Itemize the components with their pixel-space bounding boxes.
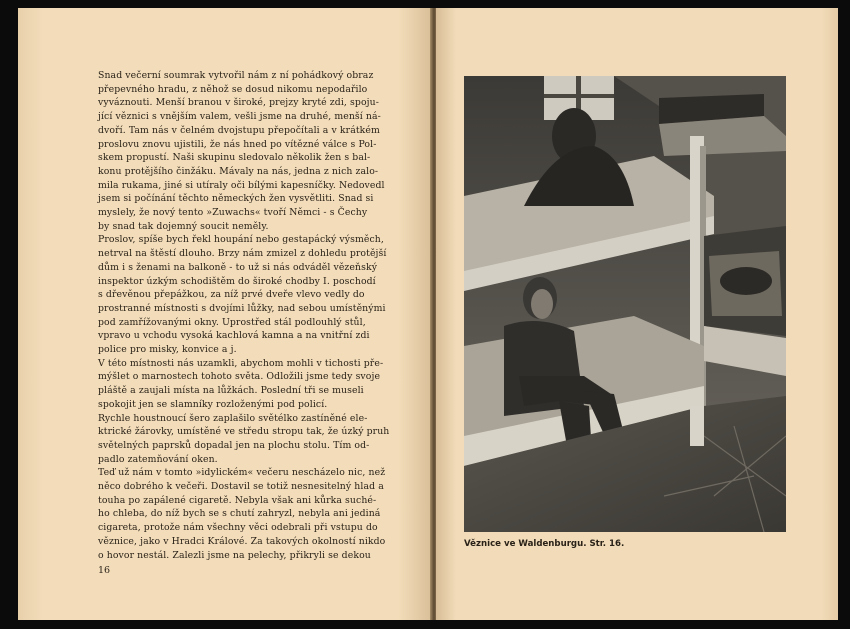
text-line: pod zamřížovanými okny. Uprostřed stál podlouhlý stůl, [98,316,366,328]
text-line: ktrické žárovky, umístěné ve středu stropu tak, že úzký pruh [98,426,390,438]
text-line: věznice, jako v Hradci Králové. Za takových okolností nikdo [98,535,386,547]
text-line: prostranné místnosti s dvojími lůžky, nad sebou umístěnými [98,302,386,314]
text-line: by snad tak dojemný soucit neměly. [98,220,269,232]
text-line: Rychle houstnoucí šero zaplašilo světélko zastíněné ele- [98,412,368,424]
text-line: padlo zatemňování oken. [98,453,218,465]
text-line: skem propustí. Naši skupinu sledovalo několik žen s bal- [98,152,371,164]
text-line: dům i s ženami na balkoně - to už si nás odváděl vězeňský [98,261,378,273]
text-line: konu protějšího činžáku. Mávaly na nás, jedna z nich zalo- [98,165,379,177]
text-line: cigareta, protože nám všechny věci odebrali při vstupu do [98,522,378,534]
text-line: proslovu znovu ujistili, že nás hned po vítězné válce s Pol- [98,138,377,150]
text-line: ho chleba, do níž bych se s chutí zahryzl, nebyla ani jediná [98,508,381,520]
page-number: 16 [98,565,111,576]
text-line: s dřevěnou přepážkou, za níž prvé dveře vlevo vedly do [98,289,365,301]
text-line: myslely, že nový tento »Zuwachs« tvoří Němci - s Čechy [98,207,368,218]
illustration-caption: Věznice ve Waldenburgu. Str. 16. [464,539,625,549]
text-line: Snad večerní soumrak vytvořil nám z ní pohádkový obraz [98,70,374,81]
illustration-drawing [464,76,786,532]
text-line: touha po zapálené cigaretě. Nebyla však ani kůrka suché- [98,494,377,506]
text-line: mila rukama, jiné si utíraly oči bílými kapesníčky. Nedovedl [98,179,385,191]
text-line: přepevného hradu, z něhož se dosud nikomu nepodařilo [98,83,368,95]
text-line: police pro misky, konvice a j. [98,344,237,355]
text-line: V této místnosti nás uzamkli, abychom mohli v tichosti pře- [98,357,384,369]
text-line: spokojit jen se slamníky rozloženými pod policí. [98,398,328,410]
text-line: jsem si počínání těchto německých žen vysvětliti. Snad si [98,193,374,205]
text-line: vyváznouti. Menší branou v široké, prejzy kryté zdi, spoju- [98,97,379,109]
text-line: vpravo u vchodu vysoká kachlová kamna a na vnitřní zdi [98,330,370,342]
text-line: světelných paprsků dopadal jen na plochu stolu. Tím od- [98,439,370,451]
prison-cell-illustration [464,76,786,532]
text-line: pláště a zaujali místa na lůžkách. Poslední tři se museli [98,385,364,397]
text-line: něco dobrého k večeři. Dostavil se totiž nesnesitelný hlad a [98,481,384,492]
text-line: Teď už nám v tomto »idylickém« večeru nescházelo nic, než [98,467,386,479]
text-line: mýšlet o marnostech tohoto světa. Odložili jsme tedy svoje [98,371,381,383]
text-line: netrval na štěstí dlouho. Brzy nám zmizel z dohledu protější [98,248,387,260]
text-line: o hovor nestál. Zalezli jsme na pelechy, přikryli se dekou [98,549,371,561]
text-line: jící věznici s vnějším valem, vešli jsme na druhé, menší ná- [98,111,381,123]
text-line: inspektor úzkým schodištěm do široké chodby I. poschodí [98,275,376,287]
left-page [18,8,432,620]
text-line: dvoří. Tam nás v čelném dvojstupu přepočítali a v krátkém [98,124,380,136]
text-line: Proslov, spíše bych řekl houpání nebo gestapácký výsměch, [98,234,384,246]
right-page [436,8,838,620]
